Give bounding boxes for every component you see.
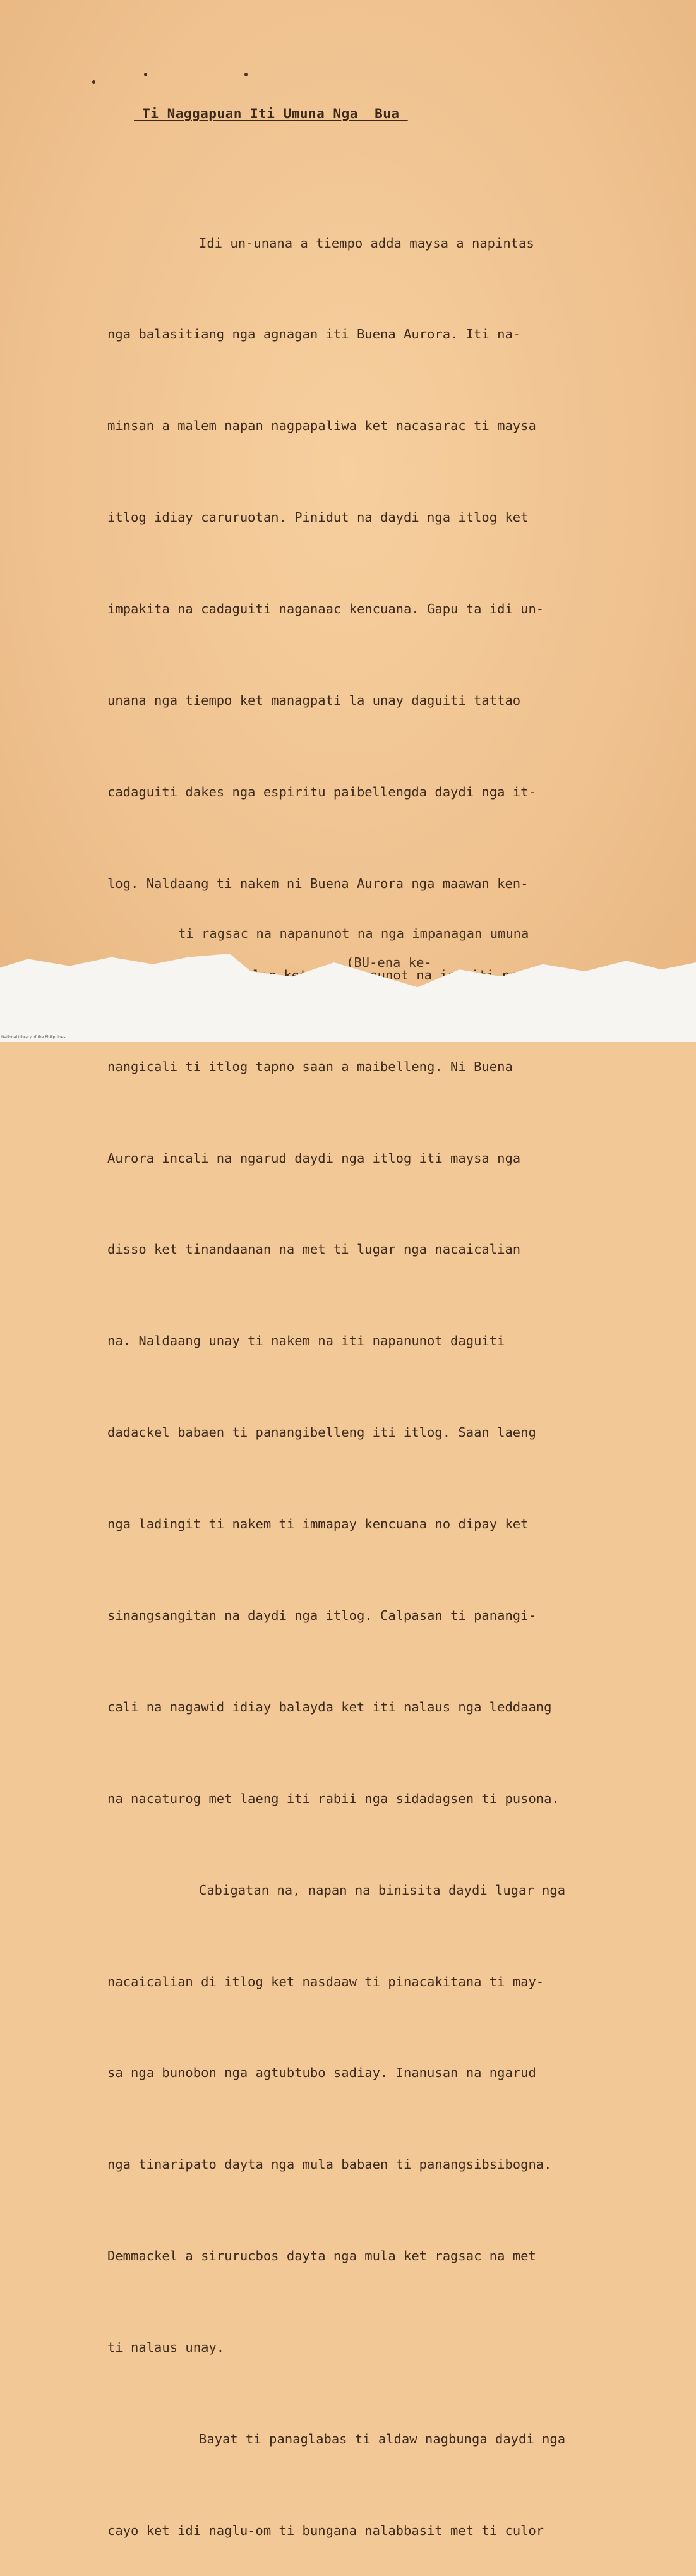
- punch-mark: [244, 73, 248, 76]
- text-line: nacaicalian di itlog ket nasdaaw ti pinacakitana ti may-: [107, 1974, 544, 1989]
- text-line: impakita na cadaguiti naganaac kencuana. Gapu ta idi un-: [107, 601, 544, 617]
- text-line: nga ladingit ti nakem ti immapay kencuana no dipay ket: [107, 1516, 529, 1532]
- text-line: na nacaturog met laeng iti rabii nga sidadagsen ti pusona.: [107, 1790, 560, 1806]
- text-line: nga tinaripato dayta nga mula babaen ti panangsibsibogna.: [107, 2157, 552, 2172]
- text-line: cadaguiti dakes nga espiritu paibellengda daydi nga it-: [107, 784, 536, 800]
- partial-text-line: ti ragsac na napanunot na nga impanagan umuna: [178, 926, 529, 941]
- document-title: _Ti Naggapuan Iti Umuna Nga _Bua_: [134, 106, 408, 121]
- text-line: cayo ket idi naglu-om ti bungana nalabbasit met ti culor: [107, 2522, 544, 2538]
- text-line: log. Naldaang ti nakem ni Buena Aurora nga maawan ken-: [107, 875, 529, 891]
- text-line: cali na nagawid idiay balayda ket iti nalaus nga leddaang: [107, 1699, 552, 1715]
- body-text: [107, 167, 638, 2576]
- punch-mark: [92, 80, 95, 84]
- text-line: itlog idiay caruruotan. Pinidut na daydi nga itlog ket: [107, 510, 529, 525]
- punch-mark: [144, 73, 147, 76]
- text-line: ti nalaus unay.: [107, 2340, 225, 2356]
- text-line: nga balasitiang nga agnagan iti Buena Aurora. Iti na-: [107, 326, 521, 342]
- text-line: Idi un-unana a tiempo adda maysa a napintas: [199, 235, 534, 251]
- footer-note: National Library of the Philippines: [1, 1035, 66, 1039]
- text-line: Demmackel a sirurucbos dayta nga mula ket ragsac na met: [107, 2248, 536, 2264]
- text-line: nangicali ti itlog tapno saan a maibelleng. Ni Buena: [107, 1058, 513, 1074]
- text-line: Bayat ti panaglabas ti aldaw nagbunga daydi nga: [199, 2431, 566, 2447]
- text-line: unana nga tiempo ket managpati la unay daguiti tattao: [107, 693, 521, 709]
- text-line: dadackel babaen ti panangibelleng iti itlog. Saan laeng: [107, 1425, 536, 1441]
- partial-text-line: (BU-ena ke-: [346, 955, 432, 970]
- text-line: na. Naldaang unay ti nakem na iti napanunot daguiti: [107, 1333, 505, 1349]
- text-line: disso ket tinandaanan na met ti lugar nga nacaicalian: [107, 1242, 521, 1257]
- text-line: sinangsangitan na daydi nga itlog. Calpasan ti panangi-: [107, 1607, 536, 1623]
- text-line: sa nga bunobon nga agtubtubo sadiay. Inanusan na ngarud: [107, 2065, 536, 2081]
- text-line: Aurora incali na ngarud daydi nga itlog iti maysa nga: [107, 1150, 521, 1166]
- text-line: minsan a malem napan nagpapaliwa ket nacasarac ti maysa: [107, 418, 536, 434]
- text-line: Cabigatan na, napan na binisita daydi lugar nga: [199, 1882, 566, 1898]
